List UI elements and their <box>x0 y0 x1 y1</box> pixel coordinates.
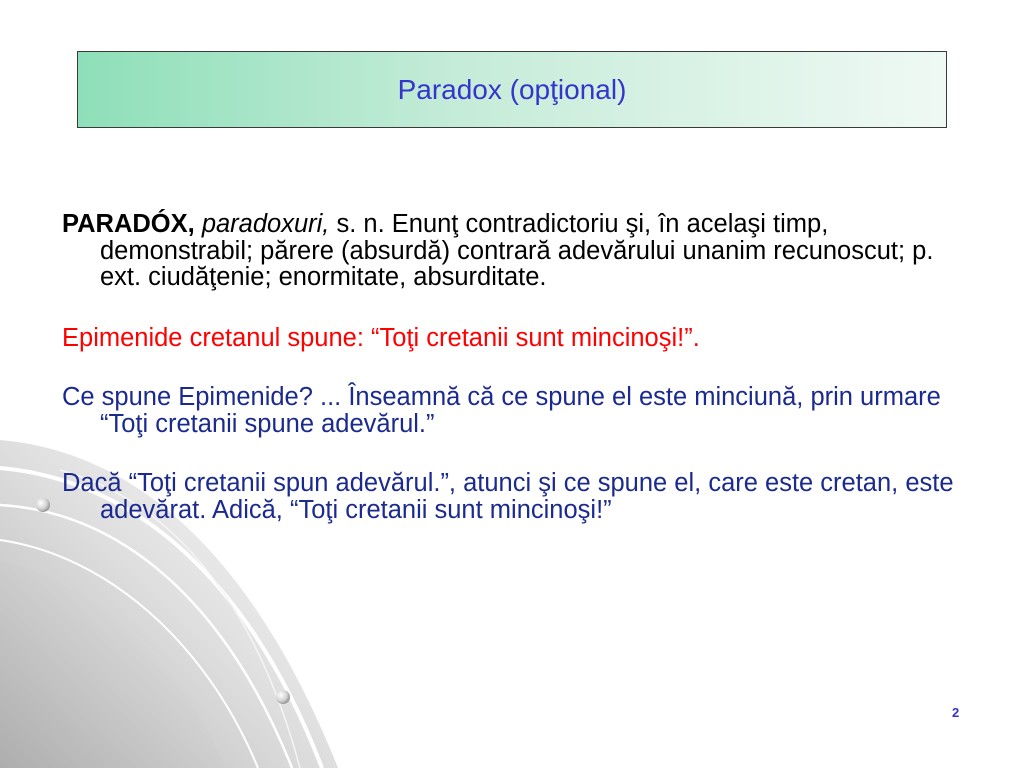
definition-paragraph <box>62 211 972 291</box>
question-paragraph: Ce spune Epimenide? ... Înseamnă că ce spune el este minciună, prin urmare “Toţi cretanii spune adevărul.” <box>62 383 941 438</box>
definition-text: s. n. Enunţ contradictoriu şi, în acelaşi timp, demonstrabil; părere (absurdă) contrară adevărului unanim recunoscut; p. ext. ciudăţenie; enormitate, absurditate. <box>100 210 934 291</box>
title-box <box>77 51 947 128</box>
swoosh-bead-1 <box>36 498 50 512</box>
swoosh-bead-2 <box>276 690 290 704</box>
definition-plural: paradoxuri, <box>201 210 330 238</box>
definition-headword: PARADÓX, <box>62 210 195 238</box>
slide-title: Paradox (opţional) <box>397 73 627 105</box>
conclusion-paragraph: Dacă “Toţi cretanii spun adevărul.”, atunci şi ce spune el, care este cretan, este adevărat. Adică, “Toţi cretanii sunt mincinoşi!” <box>62 469 954 524</box>
epimenides-quote-paragraph: Epimenide cretanul spune: “Toţi cretanii sunt mincinoşi!”. <box>62 324 700 352</box>
page-number: 2 <box>952 705 960 720</box>
